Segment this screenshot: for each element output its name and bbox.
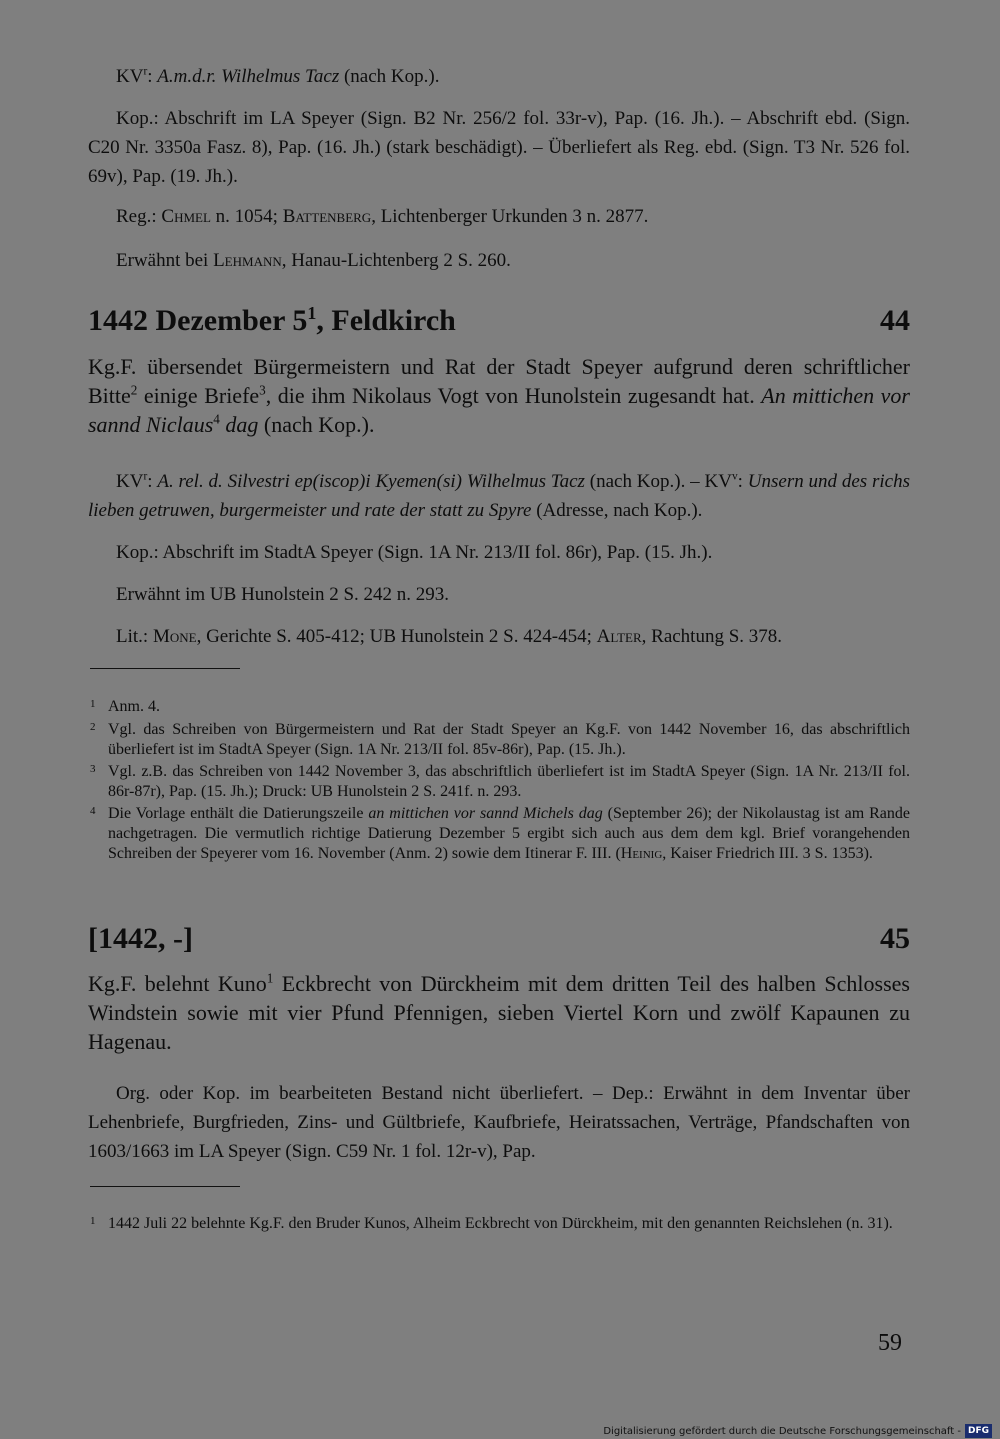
- entry-number: 44: [880, 304, 910, 337]
- reg-line: Reg.: Chmel n. 1054; Battenberg, Lichtenberger Urkunden 3 n. 2877.: [116, 206, 649, 227]
- kop-paragraph: Kop.: Abschrift im LA Speyer (Sign. B2 Nr. 256/2 fol. 33r-v), Pap. (16. Jh.). – Abschrift ebd. (Sign. C20 Nr. 3350a Fasz. 8), Pap. (16. Jh.) (stark beschädigt). – Überliefert als Reg. ebd. (Sign. T3 Nr. 526 fol. 69v), Pap. (19. Jh.).: [88, 108, 910, 187]
- footnote-45-1: 1 1442 Juli 22 belehnte Kg.F. den Bruder Kunos, Alheim Eckbrecht von Dürckheim, mit den genannten Reichslehen (n. 31).: [90, 1215, 893, 1232]
- entry-heading-44: [88, 304, 910, 338]
- page-number: 59: [878, 1330, 902, 1356]
- regest-45: Kg.F. belehnt Kuno$^1$ Eckbrecht von Dürckheim mit dem dritten Teil des halben Schlosses Windstein sowie mit vier Pfund Pfennigen, sieben Viertel Korn und zwölf Kapaunen zu Hagenau.: [88, 970, 910, 1054]
- dfg-credit-text: Digitalisierung gefördert durch die Deutsche Forschungsgemeinschaft -: [603, 1425, 961, 1437]
- kv-line: $KV^r$: A.m.d.r. Wilhelmus Tacz (nach Kop.).: [116, 65, 440, 87]
- footnote-4: 4 Die Vorlage enthält die Datierungszeile an mittichen vor sannd Michels dag (September 26); der Nikolaustag ist am Rande nachgetragen. Die vermutlich richtige Datierung Dezember 5 ergibt sich auch aus dem dem kgl. Brief vorangehenden Schreiben der Speyerer vom 16. November (Anm. 2) sowie dem Itinerar F. III. (Heinig, Kaiser Friedrich III. 3 S. 1353).: [90, 805, 910, 862]
- footnote-divider: [90, 668, 240, 669]
- erwaehnt-line-44: Erwähnt im UB Hunolstein 2 S. 242 n. 293.: [116, 584, 450, 605]
- entry-date: [1442, -]: [88, 922, 193, 955]
- footnote-3: 3 Vgl. z.B. das Schreiben von 1442 November 3, das abschriftlich überliefert ist im StadtA Speyer (Sign. 1A Nr. 213/II fol. 86r-87r), Pap. (15. Jh.); Druck: UB Hunolstein 2 S. 241f. n. 293.: [90, 763, 910, 800]
- lit-line-44: Lit.: Mone, Gerichte S. 405-412; UB Hunolstein 2 S. 424-454; Alter, Rachtung S. 378.: [116, 626, 783, 647]
- footnote-1: 1 Anm. 4.: [90, 698, 160, 715]
- erwaehnt-line: Erwähnt bei Lehmann, Hanau-Lichtenberg 2 S. 260.: [116, 250, 511, 271]
- dfg-logo-icon: DFG: [965, 1424, 992, 1438]
- kv-paragraph-44: $KV^r$: A. rel. d. Silvestri ep(iscop)i Kyemen(si) Wilhelmus Tacz (nach Kop.). – $KV^v$: Unsern und des richs lieben getruwen, burgermeister und rate der statt zu Spyre (Adresse, nach Kop.).: [88, 470, 911, 521]
- kop-line-44: Kop.: Abschrift im StadtA Speyer (Sign. 1A Nr. 213/II fol. 86r), Pap. (15. Jh.).: [116, 542, 713, 563]
- entry-heading-45: [88, 922, 910, 956]
- entry-date-place: 1442 Dezember $5^1$, Feldkirch: [88, 303, 456, 337]
- org-paragraph-45: Org. oder Kop. im bearbeiteten Bestand nicht überliefert. – Dep.: Erwähnt in dem Inventar über Lehenbriefe, Burgfrieden, Zins- und Gültbriefe, Kaufbriefe, Heiratssachen, Verträge, Pfandschaften von 1603/1663 im LA Speyer (Sign. C59 Nr. 1 fol. 12r-v), Pap.: [88, 1083, 910, 1162]
- dfg-credit: [603, 1423, 992, 1439]
- footnote-2: 2 Vgl. das Schreiben von Bürgermeistern und Rat der Stadt Speyer an Kg.F. von 1442 November 16, das abschriftlich überliefert ist im StadtA Speyer (Sign. 1A Nr. 213/II fol. 85v-86r), Pap. (15. Jh.).: [90, 721, 910, 758]
- regest-44: Kg.F. übersendet Bürgermeistern und Rat der Stadt Speyer aufgrund deren schriftlicher Bitte$^2$ einige Briefe$^3$, die ihm Nikolaus Vogt von Hunolstein zugesandt hat. An mittichen vor sannd Niclaus$^4$ dag (nach Kop.).: [88, 354, 910, 437]
- footnote-divider: [90, 1186, 240, 1187]
- entry-number: 45: [880, 922, 910, 955]
